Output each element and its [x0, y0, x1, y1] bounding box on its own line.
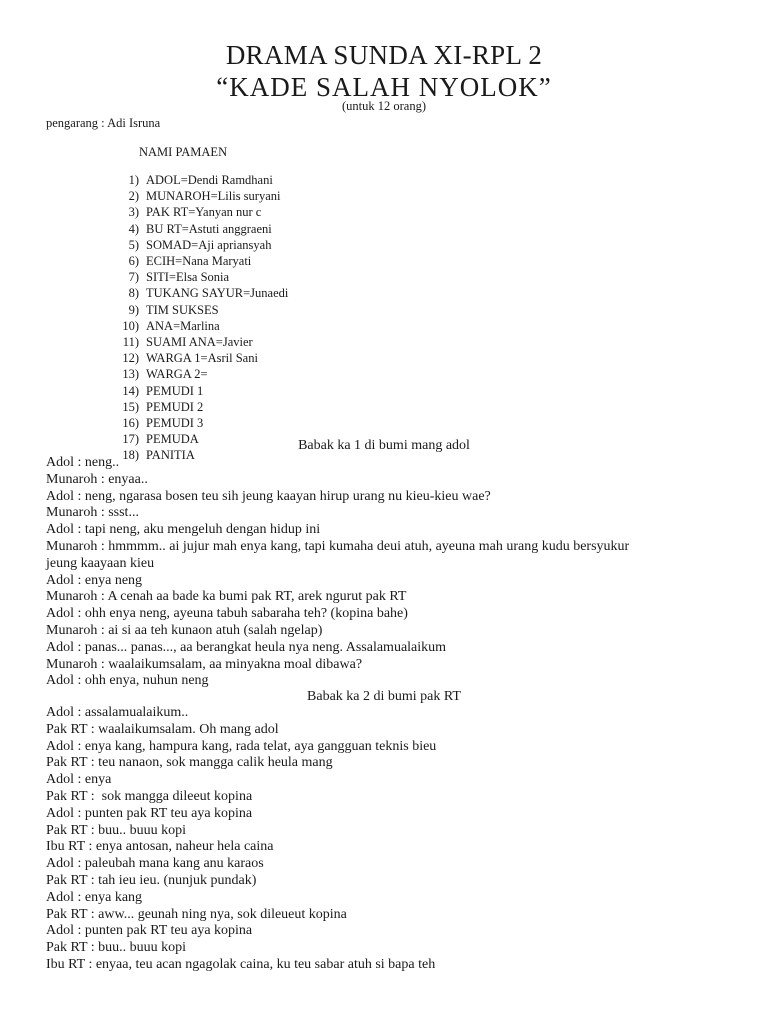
dialog-line: Munaroh : A cenah aa bade ka bumi pak RT, arek ngurut pak RT — [46, 589, 407, 605]
dialog-line: Ibu RT : enyaa, teu acan ngagolak caina, ku teu sabar atuh si bapa teh — [46, 956, 436, 972]
dialog-line: Adol : enya — [46, 772, 112, 788]
cast-item-number: 18) — [122, 448, 139, 463]
cast-item — [106, 302, 288, 318]
cast-item — [106, 415, 288, 431]
dialog-line: Munaroh : waalaikumsalam, aa minyakna moal dibawa? — [46, 656, 363, 672]
dialog-line: Ibu RT : enya antosan, naheur hela caina — [46, 839, 274, 855]
cast-list — [106, 172, 288, 464]
cast-item-number: 1) — [128, 173, 139, 187]
dialog-line: Adol : enya neng — [46, 572, 143, 588]
cast-item-name: PEMUDI 2 — [146, 399, 204, 414]
dialog-line: Pak RT : buu.. buuu kopi — [46, 940, 187, 956]
cast-item-name: PAK RT=Yanyan nur c — [146, 205, 262, 220]
dialog-line: Pak RT : waalaikumsalam. Oh mang adol — [46, 721, 279, 737]
dialog-line: jeung kaayaan kieu — [46, 555, 155, 571]
dialog-line: Adol : paleubah mana kang anu karaos — [46, 856, 264, 872]
cast-item-number: 6) — [128, 254, 139, 269]
document-subtitle: “KADE SALAH NYOLOK” — [216, 72, 552, 102]
cast-item-name: MUNAROH=Lilis suryani — [146, 189, 281, 204]
cast-item-name: PEMUDI 3 — [146, 416, 204, 431]
cast-item — [106, 383, 288, 399]
dialog-line: Adol : punten pak RT teu aya kopina — [46, 923, 253, 939]
cast-item-number: 5) — [128, 237, 139, 252]
cast-item-name: PEMUDA — [146, 432, 199, 447]
cast-item — [106, 221, 288, 237]
dialog-line: Munaroh : ai si aa teh kunaon atuh (salah ngelap) — [46, 622, 323, 638]
cast-item-name: TIM SUKSES — [146, 302, 219, 317]
cast-item — [106, 172, 288, 188]
cast-item — [106, 318, 288, 334]
dialog-line: Adol : ohh enya neng, ayeuna tabuh sabaraha teh? (kopina bahe) — [46, 606, 408, 622]
cast-item-number: 4) — [128, 221, 139, 236]
cast-item — [106, 350, 288, 366]
dialog-line: Pak RT : sok mangga dileeut kopina — [46, 788, 253, 804]
cast-heading: NAMI PAMAEN — [139, 145, 228, 159]
cast-count-note: (untuk 12 orang) — [341, 99, 426, 113]
dialog-line: Adol : neng, ngarasa bosen teu sih jeung kaayan hirup urang nu kieu-kieu wae? — [46, 488, 491, 504]
dialog-line: Pak RT : tah ieu ieu. (nunjuk pundak) — [46, 872, 257, 888]
cast-item-number: 2) — [128, 189, 139, 204]
scene-2-dialog — [46, 705, 736, 974]
dialog-line: Munaroh : enyaa.. — [46, 471, 148, 487]
cast-item-number: 11) — [122, 335, 139, 350]
cast-item-number: 17) — [122, 432, 139, 447]
dialog-line: Pak RT : aww... geunah ning nya, sok dileueut kopina — [46, 906, 347, 922]
cast-item-number: 12) — [122, 351, 139, 366]
scene-heading-2: Babak ka 2 di bumi pak RT — [307, 689, 461, 704]
cast-item — [106, 253, 288, 269]
cast-item — [106, 285, 288, 301]
cast-item — [106, 366, 288, 382]
dialog-line: Adol : neng.. — [46, 455, 120, 470]
cast-item-number: 7) — [128, 270, 139, 285]
cast-item-name: WARGA 1=Asril Sani — [146, 351, 258, 366]
cast-item-name: ECIH=Nana Maryati — [146, 254, 252, 269]
cast-item-name: SUAMI ANA=Javier — [146, 335, 253, 350]
cast-item — [106, 204, 288, 220]
dialog-line: Pak RT : teu nanaon, sok mangga calik heula mang — [46, 755, 333, 771]
cast-item-name: ANA=Marlina — [146, 318, 220, 333]
cast-item-name: TUKANG SAYUR=Junaedi — [146, 286, 289, 301]
cast-item-name: SOMAD=Aji apriansyah — [146, 237, 272, 252]
cast-item-number: 15) — [122, 399, 139, 414]
scene-heading-1: Babak ka 1 di bumi mang adol — [298, 438, 470, 453]
cast-item — [106, 237, 288, 253]
dialog-line: Adol : enya kang, hampura kang, rada telat, aya gangguan teknis bieu — [46, 738, 437, 754]
dialog-line: Adol : enya kang — [46, 889, 143, 905]
cast-item — [106, 334, 288, 350]
dialog-line: Adol : punten pak RT teu aya kopina — [46, 805, 253, 821]
document-title: DRAMA SUNDA XI-RPL 2 — [225, 40, 543, 70]
author-line: pengarang : Adi Isruna — [46, 116, 161, 130]
cast-item-name: PEMUDI 1 — [146, 383, 204, 398]
cast-item-number: 13) — [122, 367, 139, 382]
dialog-line: Pak RT : buu.. buuu kopi — [46, 822, 187, 838]
cast-item-name: ADOL=Dendi Ramdhani — [146, 173, 273, 187]
dialog-line: Adol : panas... panas..., aa berangkat heula nya neng. Assalamualaikum — [46, 639, 447, 655]
cast-item-number: 10) — [122, 318, 139, 333]
dialog-line: Adol : tapi neng, aku mengeluh dengan hidup ini — [46, 522, 321, 538]
cast-item — [106, 188, 288, 204]
cast-item-number: 16) — [122, 416, 139, 431]
cast-item-name: PANITIA — [146, 448, 195, 463]
cast-item-name: SITI=Elsa Sonia — [146, 270, 230, 285]
cast-item — [106, 269, 288, 285]
cast-item-name: WARGA 2= — [146, 367, 208, 382]
cast-item-number: 8) — [128, 286, 139, 301]
cast-item-name: BU RT=Astuti anggraeni — [146, 221, 272, 236]
cast-item-number: 14) — [122, 383, 139, 398]
dialog-line: Adol : assalamualaikum.. — [46, 705, 189, 720]
scene-1-dialog — [46, 455, 736, 690]
cast-item-number: 9) — [128, 302, 139, 317]
cast-item — [106, 399, 288, 415]
cast-item-number: 3) — [128, 205, 139, 220]
dialog-line: Munaroh : hmmmm.. ai jujur mah enya kang, tapi kumaha deui atuh, ayeuna mah urang kudu bersyukur — [46, 538, 630, 554]
dialog-line: Munaroh : ssst... — [46, 505, 139, 521]
dialog-line: Adol : ohh enya, nuhun neng — [46, 673, 209, 689]
